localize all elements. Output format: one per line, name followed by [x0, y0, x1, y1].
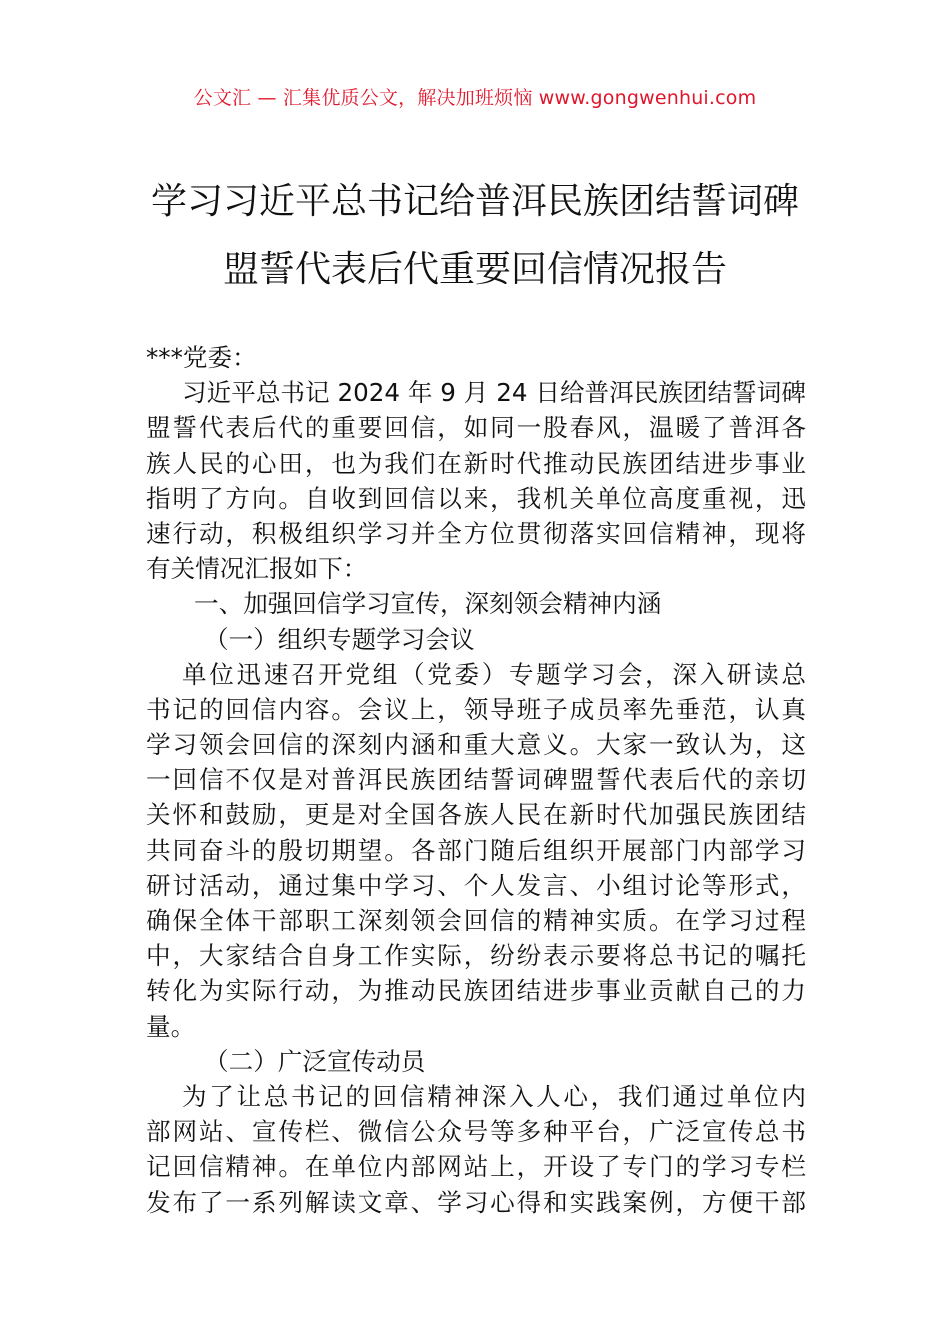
subsection-1-heading: （一）组织专题学习会议 [204, 624, 475, 654]
intro-line: 习近平总书记 2024 年 9 月 24 日给普洱民族团结誓词碑 [182, 378, 806, 408]
paragraph-line: 学习领会回信的深刻内涵和重大意义。大家一致认为，这 [146, 730, 806, 760]
paragraph-line: 一回信不仅是对普洱民族团结誓词碑盟誓代表后代的亲切 [146, 765, 806, 795]
intro-line: 盟誓代表后代的重要回信，如同一股春风，温暖了普洱各 [146, 413, 806, 443]
paragraph-line: 确保全体干部职工深刻领会回信的精神实质。在学习过程 [146, 906, 806, 935]
subsection-2-heading: （二）广泛宣传动员 [204, 1046, 426, 1076]
document-title-line-1: 学习习近平总书记给普洱民族团结誓词碑 [150, 181, 799, 222]
intro-line: 指明了方向。自收到回信以来，我机关单位高度重视，迅 [146, 483, 806, 513]
intro-line: 有关情况汇报如下： [146, 554, 368, 584]
section-1-heading: 一、加强回信学习宣传，深刻领会精神内涵 [194, 589, 662, 619]
paragraph-line: 关怀和鼓励，更是对全国各族人民在新时代加强民族团结 [146, 800, 806, 830]
intro-line: 速行动，积极组织学习并全方位贯彻落实回信精神，现将 [146, 518, 806, 548]
paragraph-line: 单位迅速召开党组（党委）专题学习会，深入研读总 [182, 659, 806, 689]
paragraph-line: 中，大家结合自身工作实际，纷纷表示要将总书记的嘱托 [146, 941, 806, 971]
paragraph-line: 转化为实际行动，为推动民族团结进步事业贡献自己的力 [146, 976, 806, 1006]
document-title-line-2: 盟誓代表后代重要回信情况报告 [222, 249, 727, 290]
paragraph-line: 研讨活动，通过集中学习、个人发言、小组讨论等形式， [146, 870, 806, 900]
paragraph-line: 部网站、宣传栏、微信公众号等多种平台，广泛宣传总书 [146, 1117, 806, 1147]
document-body [146, 340, 806, 1220]
paragraph-line: 量。 [146, 1011, 196, 1041]
watermark-header: 公文汇 — 汇集优质公文，解决加班烦恼 www.gongwenhui.com [193, 87, 757, 109]
paragraph-line: 发布了一系列解读文章、学习心得和实践案例，方便干部 [146, 1187, 806, 1217]
paragraph-line: 共同奋斗的殷切期望。各部门随后组织开展部门内部学习 [146, 835, 806, 865]
paragraph-line: 书记的回信内容。会议上，领导班子成员率先垂范，认真 [146, 694, 806, 724]
intro-line: 族人民的心田，也为我们在新时代推动民族团结进步事业 [146, 448, 806, 478]
salutation: ***党委： [146, 343, 257, 372]
paragraph-line: 为了让总书记的回信精神深入人心，我们通过单位内 [182, 1081, 806, 1111]
paragraph-line: 记回信精神。在单位内部网站上，开设了专门的学习专栏 [146, 1152, 806, 1182]
